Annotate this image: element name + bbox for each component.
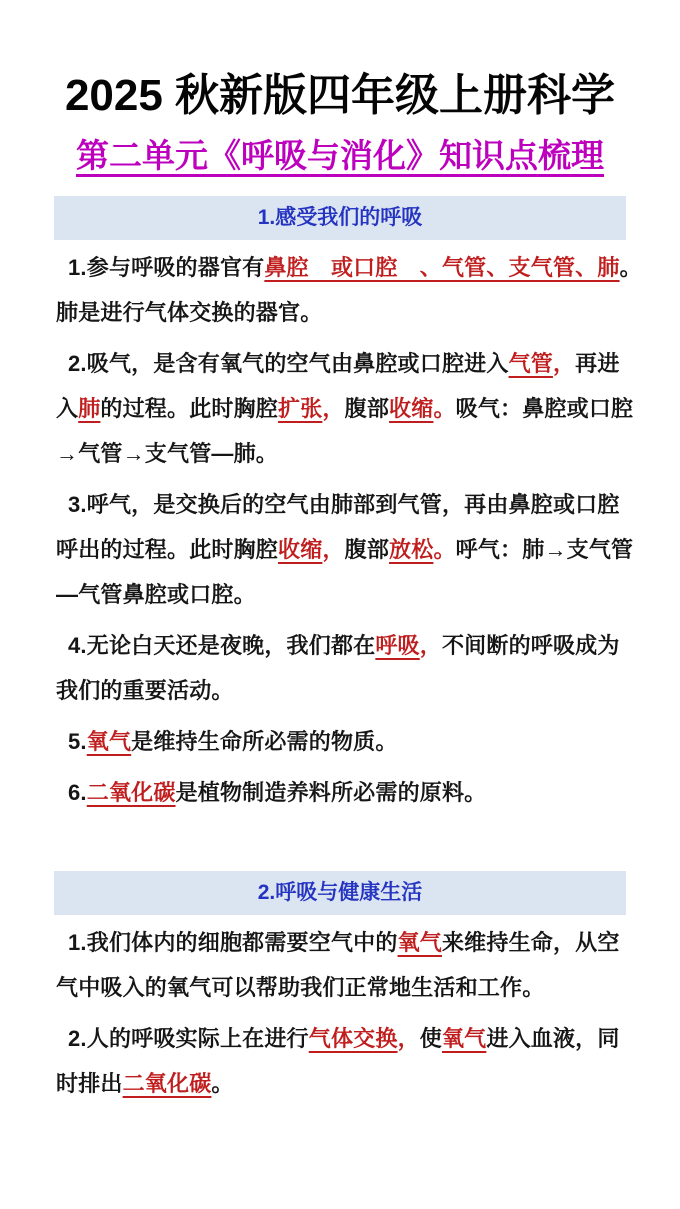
text-run: 腹部: [344, 396, 390, 421]
keyword-highlight: 气体交换: [308, 1026, 398, 1051]
text-line: [56, 527, 634, 572]
text-run: 4.无论白天还是夜晚，我们都在: [68, 633, 376, 658]
sections-container: [0, 196, 680, 1106]
keyword-highlight: 鼻腔 或口腔 、气管、支气管、肺: [264, 255, 620, 280]
paragraph: [56, 482, 634, 617]
text-line: [56, 386, 634, 431]
keyword-highlight: 气管: [508, 351, 553, 376]
text-line: [56, 1016, 624, 1061]
text-run: 腹部: [344, 537, 390, 562]
keyword-highlight: 氧气: [86, 729, 132, 754]
text-run: 3.呼气，是交换后的空气由肺部到气管，再由鼻腔或口腔: [68, 492, 620, 517]
paragraphs-container: [0, 240, 680, 815]
text-line: [56, 623, 624, 668]
text-run: 呼气：肺→支气管: [455, 537, 634, 562]
red-punctuation: 。: [433, 396, 456, 421]
text-run: 入: [56, 396, 79, 421]
text-run: 。: [211, 1071, 234, 1096]
text-run: 不间断的呼吸成为: [441, 633, 620, 658]
text-run: 进入血液，同: [486, 1026, 620, 1051]
text-line: [56, 482, 624, 527]
paragraph: [56, 341, 634, 476]
text-run: 使: [419, 1026, 442, 1051]
text-run: 肺是进行气体交换的器官。: [56, 300, 323, 325]
text-line: [56, 668, 624, 713]
document-subtitle: 第二单元《呼吸与消化》知识点梳理: [76, 137, 604, 174]
paragraph: [56, 623, 624, 713]
text-line: [56, 920, 624, 965]
keyword-highlight: 二氧化碳: [122, 1071, 212, 1096]
red-punctuation: ，: [419, 633, 442, 658]
text-run: 再进: [575, 351, 620, 376]
keyword-highlight: 收缩: [389, 396, 434, 421]
red-punctuation: 。: [433, 537, 456, 562]
keyword-highlight: 氧气: [397, 930, 442, 955]
keyword-highlight: 肺: [78, 396, 101, 421]
text-line: [56, 572, 624, 617]
keyword-highlight: 氧气: [441, 1026, 487, 1051]
text-run: 时排出: [56, 1071, 123, 1096]
text-line: [56, 1061, 624, 1106]
keyword-highlight: 扩张: [278, 396, 323, 421]
red-punctuation: ，: [322, 396, 345, 421]
text-run: 呼出的过程。此时胸腔: [56, 537, 279, 562]
section-heading: 2.呼吸与健康生活: [54, 871, 626, 915]
text-run: 6.: [68, 780, 87, 805]
section: [0, 196, 680, 815]
text-run: 是维持生命所必需的物质。: [131, 729, 398, 754]
section: [0, 871, 680, 1106]
text-run: →气管→支气管—肺。: [56, 441, 279, 466]
text-run: 1.我们体内的细胞都需要空气中的: [68, 930, 398, 955]
keyword-highlight: 收缩: [278, 537, 323, 562]
text-run: 吸气：鼻腔或口腔: [455, 396, 634, 421]
text-line: [56, 245, 642, 290]
keyword-highlight: 呼吸: [375, 633, 420, 658]
text-line: [56, 770, 624, 815]
paragraphs-container: [0, 915, 680, 1106]
red-punctuation: ，: [322, 537, 345, 562]
red-punctuation: ，: [397, 1026, 420, 1051]
text-run: 我们的重要活动。: [56, 678, 234, 703]
text-run: 的过程。此时胸腔: [100, 396, 279, 421]
keyword-highlight: 放松: [389, 537, 434, 562]
text-line: [56, 290, 624, 335]
paragraph: [56, 1016, 624, 1106]
text-run: 1.参与呼吸的器官有: [68, 255, 265, 280]
text-run: 是植物制造养料所必需的原料。: [175, 780, 487, 805]
paragraph: [56, 770, 624, 815]
section-heading: 1.感受我们的呼吸: [54, 196, 626, 240]
text-line: [56, 719, 624, 764]
text-run: 来维持生命，从空: [441, 930, 620, 955]
paragraph: [56, 719, 624, 764]
text-run: 2.人的呼吸实际上在进行: [68, 1026, 309, 1051]
text-line: [56, 965, 624, 1010]
keyword-highlight: 二氧化碳: [86, 780, 176, 805]
text-run: 2.吸气，是含有氧气的空气由鼻腔或口腔进入: [68, 351, 509, 376]
text-run: 气中吸入的氧气可以帮助我们正常地生活和工作。: [56, 975, 545, 1000]
text-run: —气管鼻腔或口腔。: [56, 582, 256, 607]
text-line: [56, 341, 624, 386]
red-punctuation: ，: [552, 351, 576, 376]
text-line: [56, 431, 624, 476]
text-run: 5.: [68, 729, 87, 754]
text-run: 。: [619, 255, 642, 280]
paragraph: [56, 245, 642, 335]
paragraph: [56, 920, 624, 1010]
document-title: 2025 秋新版四年级上册科学: [64, 71, 616, 120]
